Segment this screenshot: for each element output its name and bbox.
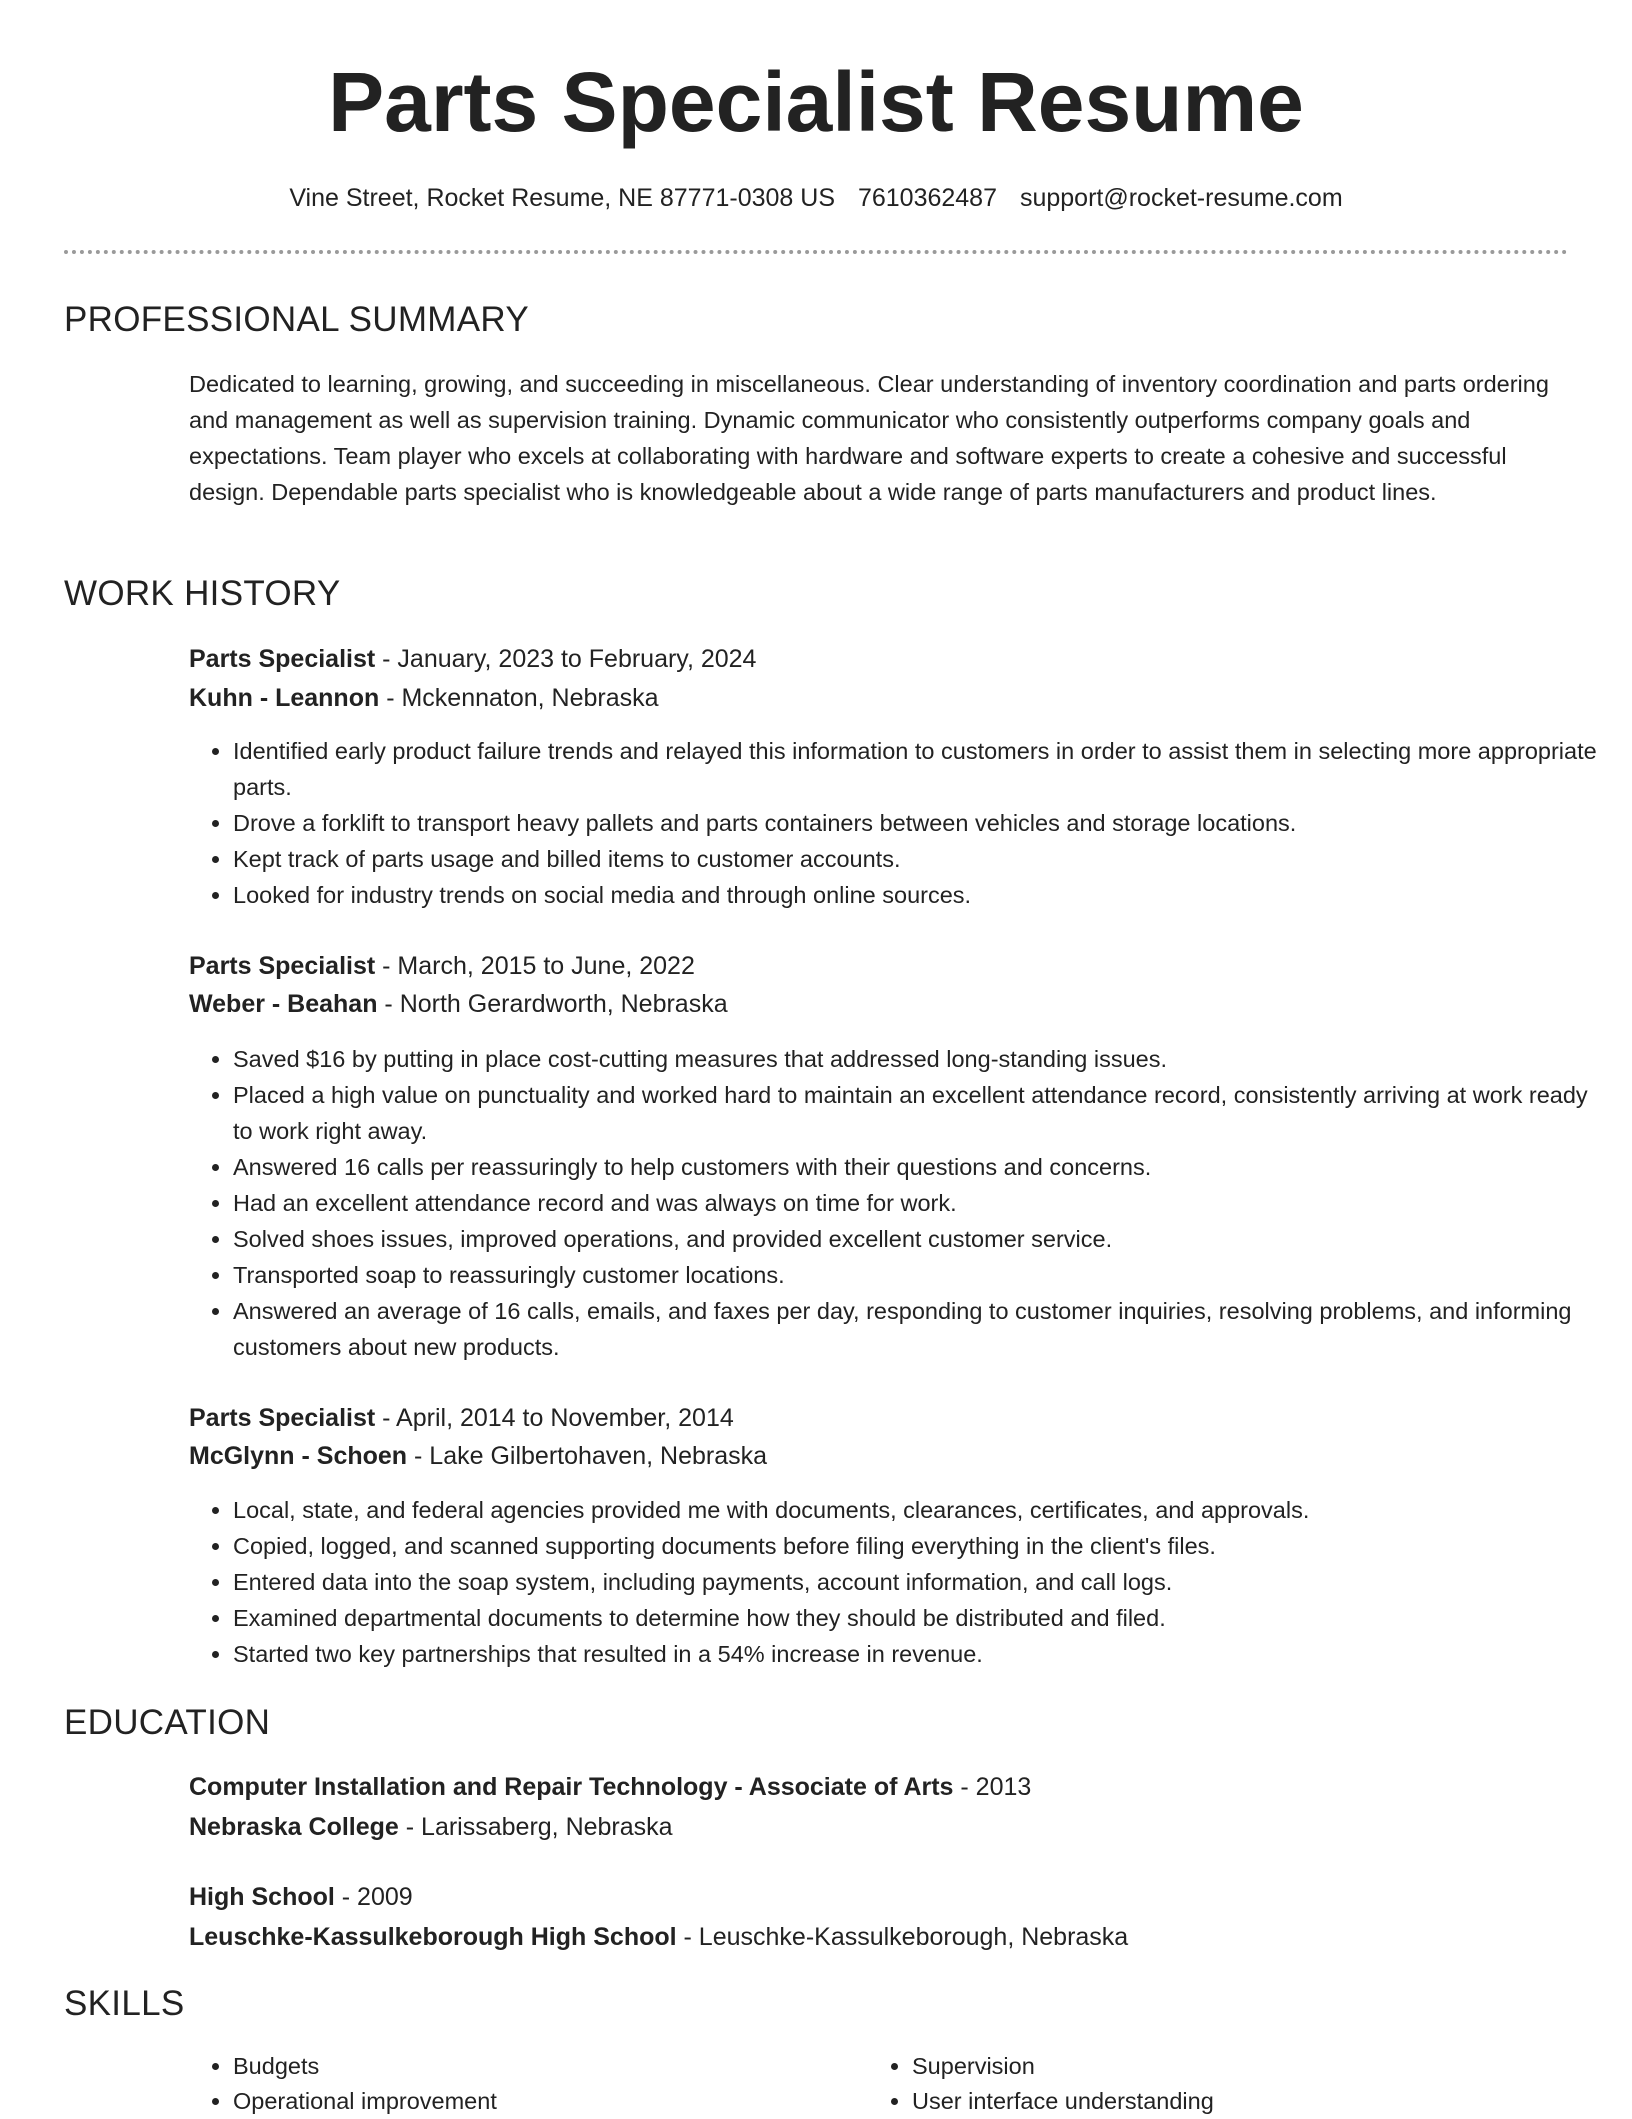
job-title-line [189,1399,734,1437]
skills-list-left [189,2049,853,2119]
job-location: - Mckennaton, Nebraska [379,684,659,712]
education-degree-line [189,1768,1031,1806]
education-location: - Larissaberg, Nebraska [398,1813,673,1841]
list-item: • Started two key partnerships that resulted in a 54% increase in revenue. [233,1636,1613,1672]
section-title-summary: PROFESSIONAL SUMMARY [64,300,529,339]
education-year: - 2013 [953,1773,1032,1801]
skills-list-right [868,2049,1592,2119]
skill-item: • Budgets [233,2049,853,2084]
section-title-education: EDUCATION [64,1703,271,1742]
job-company: McGlynn - Schoen [189,1442,408,1470]
job-position: Parts Specialist [189,1404,376,1432]
education-school: Leuschke-Kassulkeborough High School [189,1923,677,1951]
job-bullets [189,733,1613,913]
job-location: - Lake Gilbertohaven, Nebraska [407,1442,768,1470]
list-item: • Answered 16 calls per reassuringly to help customers with their questions and concerns. [233,1149,1613,1185]
education-degree: Computer Installation and Repair Technology - Associate of Arts [189,1773,954,1801]
list-item: • Identified early product failure trends and relayed this information to customers in order to assist them in selecting more appropriate parts. [233,733,1613,805]
skill-item: • Operational improvement [233,2084,853,2119]
job-position: Parts Specialist [189,952,376,980]
phone: 7610362487 [857,184,997,212]
education-year: - 2009 [334,1883,413,1911]
education-location: - Leuschke-Kassulkeborough, Nebraska [676,1923,1129,1951]
job-location: - North Gerardworth, Nebraska [377,990,728,1018]
job-company: Weber - Beahan [189,990,378,1018]
list-item: • Transported soap to reassuringly customer locations. [233,1257,1613,1293]
job-position: Parts Specialist [189,645,376,673]
education-degree-line [189,1878,413,1916]
job-title-line [189,947,695,985]
contact-info [0,180,1632,216]
skill-item: • User interface understanding [912,2084,1592,2119]
job-title-line [189,640,756,678]
list-item: • Placed a high value on punctuality and worked hard to maintain an excellent attendance record, consistently arriving at work ready to work right away. [233,1077,1613,1149]
list-item: • Answered an average of 16 calls, emails, and faxes per day, responding to customer inquiries, resolving problems, and informing customers about new products. [233,1293,1613,1365]
job-company-line [189,679,659,717]
summary-text: Dedicated to learning, growing, and succeeding in miscellaneous. Clear understanding of inventory coordination and parts ordering and management as well as supervision training. Dynamic communicator who consistently outperforms company goals and expectations. Team player who excels at collaborating with hardware and software experts to create a cohesive and successful design. Dependable parts specialist who is knowledgeable about a wide range of parts manufacturers and product lines. [189,371,1549,505]
education-school-line [189,1918,1128,1956]
job-dates: - January, 2023 to February, 2024 [375,645,757,673]
job-bullets [189,1041,1613,1365]
job-dates: - March, 2015 to June, 2022 [375,952,695,980]
list-item: • Looked for industry trends on social media and through online sources. [233,877,1613,913]
address: Vine Street, Rocket Resume, NE 87771-0308 US [289,184,835,212]
header-divider [64,250,1568,254]
list-item: • Saved $16 by putting in place cost-cutting measures that addressed long-standing issues. [233,1041,1613,1077]
list-item: • Kept track of parts usage and billed items to customer accounts. [233,841,1613,877]
section-title-skills: SKILLS [64,1984,185,2023]
list-item: • Solved shoes issues, improved operations, and provided excellent customer service. [233,1221,1613,1257]
job-company-line [189,985,728,1023]
section-title-work-history: WORK HISTORY [64,574,341,613]
list-item: • Copied, logged, and scanned supporting documents before filing everything in the client's files. [233,1528,1613,1564]
education-degree: High School [189,1883,335,1911]
email: support@rocket-resume.com [1019,184,1343,212]
skill-item: • Supervision [912,2049,1592,2084]
list-item: • Examined departmental documents to determine how they should be distributed and filed. [233,1600,1613,1636]
education-school: Nebraska College [189,1813,399,1841]
job-company-line [189,1437,767,1475]
list-item: • Drove a forklift to transport heavy pallets and parts containers between vehicles and storage locations. [233,805,1613,841]
education-school-line [189,1808,673,1846]
list-item: • Entered data into the soap system, including payments, account information, and call logs. [233,1564,1613,1600]
job-bullets [189,1492,1613,1672]
list-item: • Local, state, and federal agencies provided me with documents, clearances, certificates, and approvals. [233,1492,1613,1528]
job-company: Kuhn - Leannon [189,684,380,712]
resume-title: Parts Specialist Resume [328,55,1304,149]
list-item: • Had an excellent attendance record and was always on time for work. [233,1185,1613,1221]
job-dates: - April, 2014 to November, 2014 [375,1404,734,1432]
